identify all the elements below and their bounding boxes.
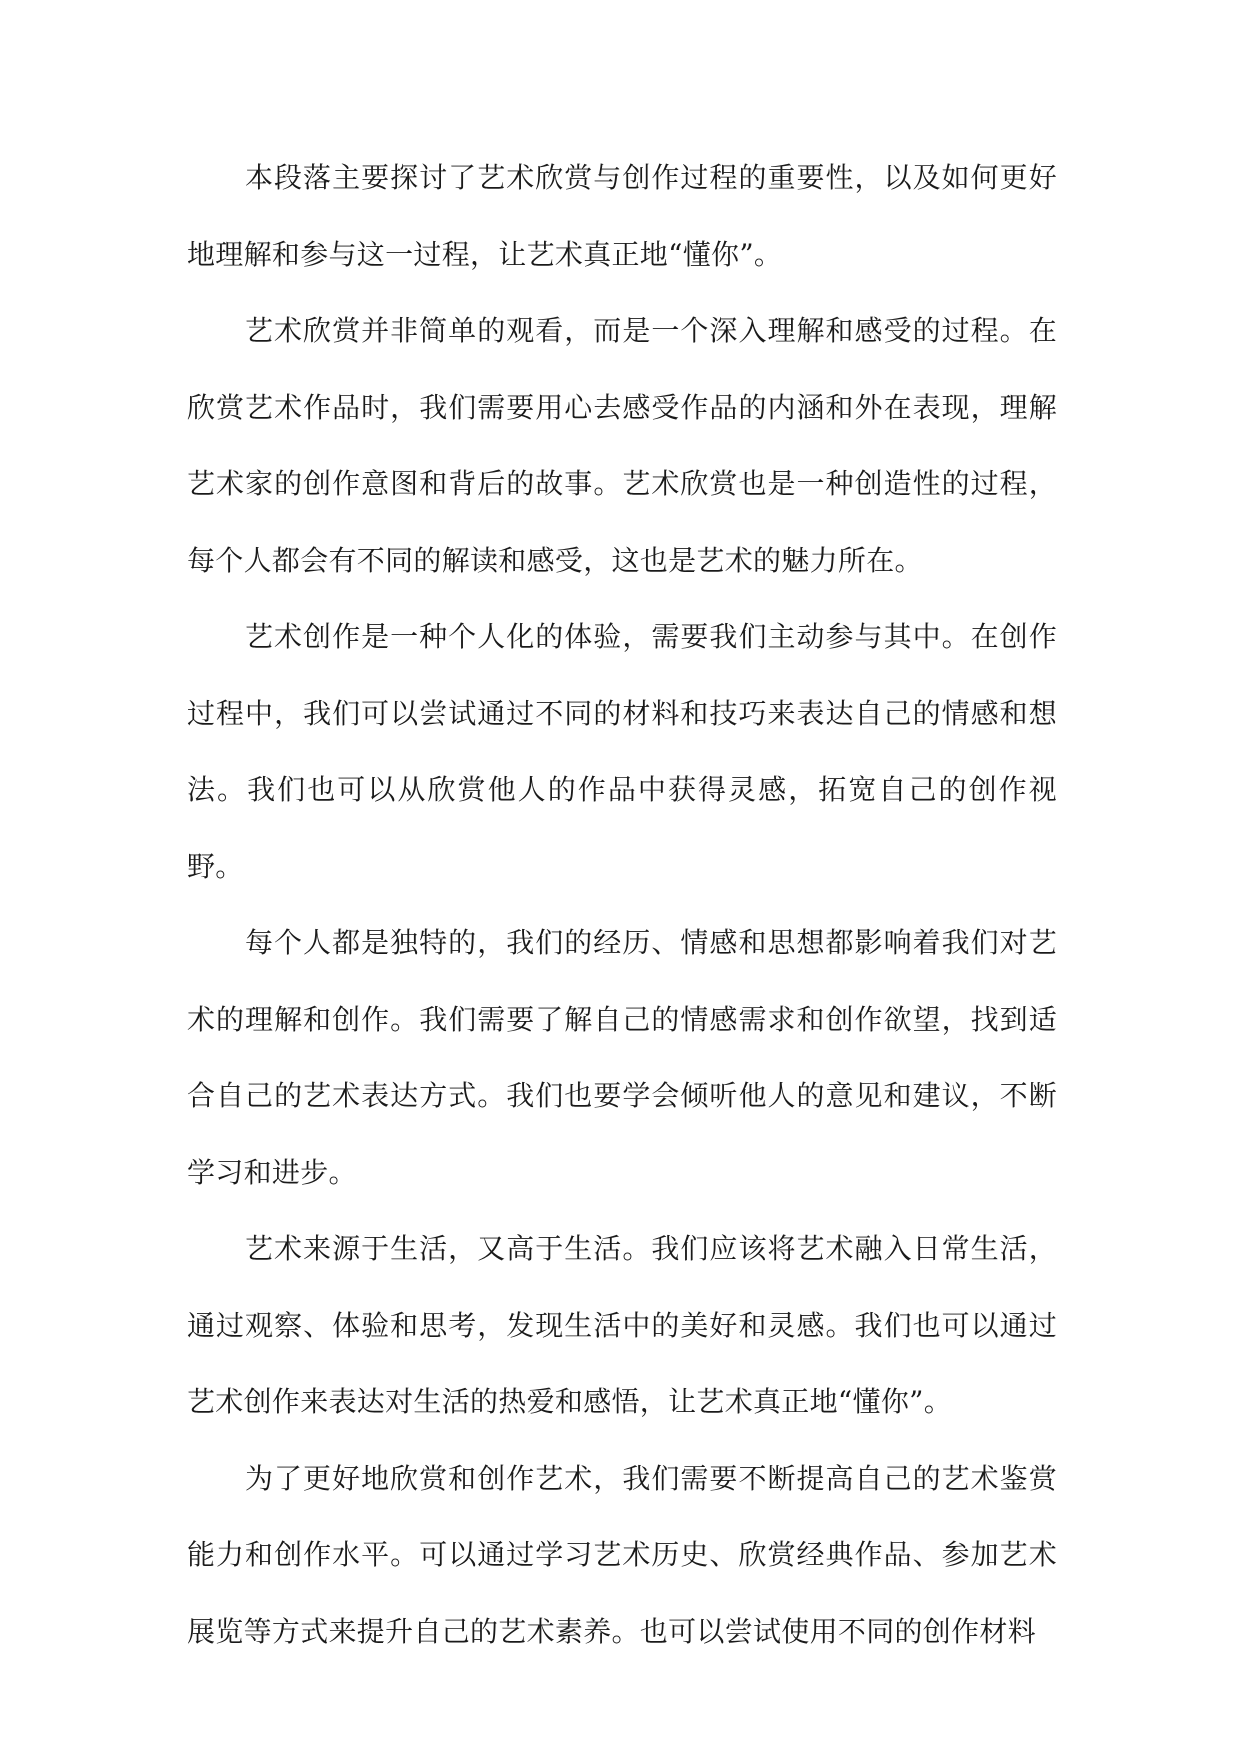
paragraph-6: 为了更好地欣赏和创作艺术，我们需要不断提高自己的艺术鉴赏能力和创作水平。可以通过学习艺术历史、欣赏经典作品、参加艺术展览等方式来提升自己的艺术素养。也可以尝试使用不同的创作材料	[187, 1461, 1057, 1648]
document-body	[187, 140, 1057, 1670]
paragraph-2: 艺术欣赏并非简单的观看，而是一个深入理解和感受的过程。在欣赏艺术作品时，我们需要用心去感受作品的内涵和外在表现，理解艺术家的创作意图和背后的故事。艺术欣赏也是一种创造性的过程，每个人都会有不同的解读和感受，这也是艺术的魅力所在。	[187, 314, 1057, 577]
paragraph-4: 每个人都是独特的，我们的经历、情感和思想都影响着我们对艺术的理解和创作。我们需要了解自己的情感需求和创作欲望，找到适合自己的艺术表达方式。我们也要学会倾听他人的意见和建议，不断学习和进步。	[187, 926, 1057, 1189]
paragraph-1: 本段落主要探讨了艺术欣赏与创作过程的重要性，以及如何更好地理解和参与这一过程，让艺术真正地“懂你”。	[187, 161, 1057, 271]
paragraph-5: 艺术来源于生活，又高于生活。我们应该将艺术融入日常生活，通过观察、体验和思考，发现生活中的美好和灵感。我们也可以通过艺术创作来表达对生活的热爱和感悟，让艺术真正地“懂你”。	[187, 1232, 1057, 1418]
paragraph-3: 艺术创作是一种个人化的体验，需要我们主动参与其中。在创作过程中，我们可以尝试通过不同的材料和技巧来表达自己的情感和想法。我们也可以从欣赏他人的作品中获得灵感，拓宽自己的创作视野。	[187, 620, 1057, 883]
